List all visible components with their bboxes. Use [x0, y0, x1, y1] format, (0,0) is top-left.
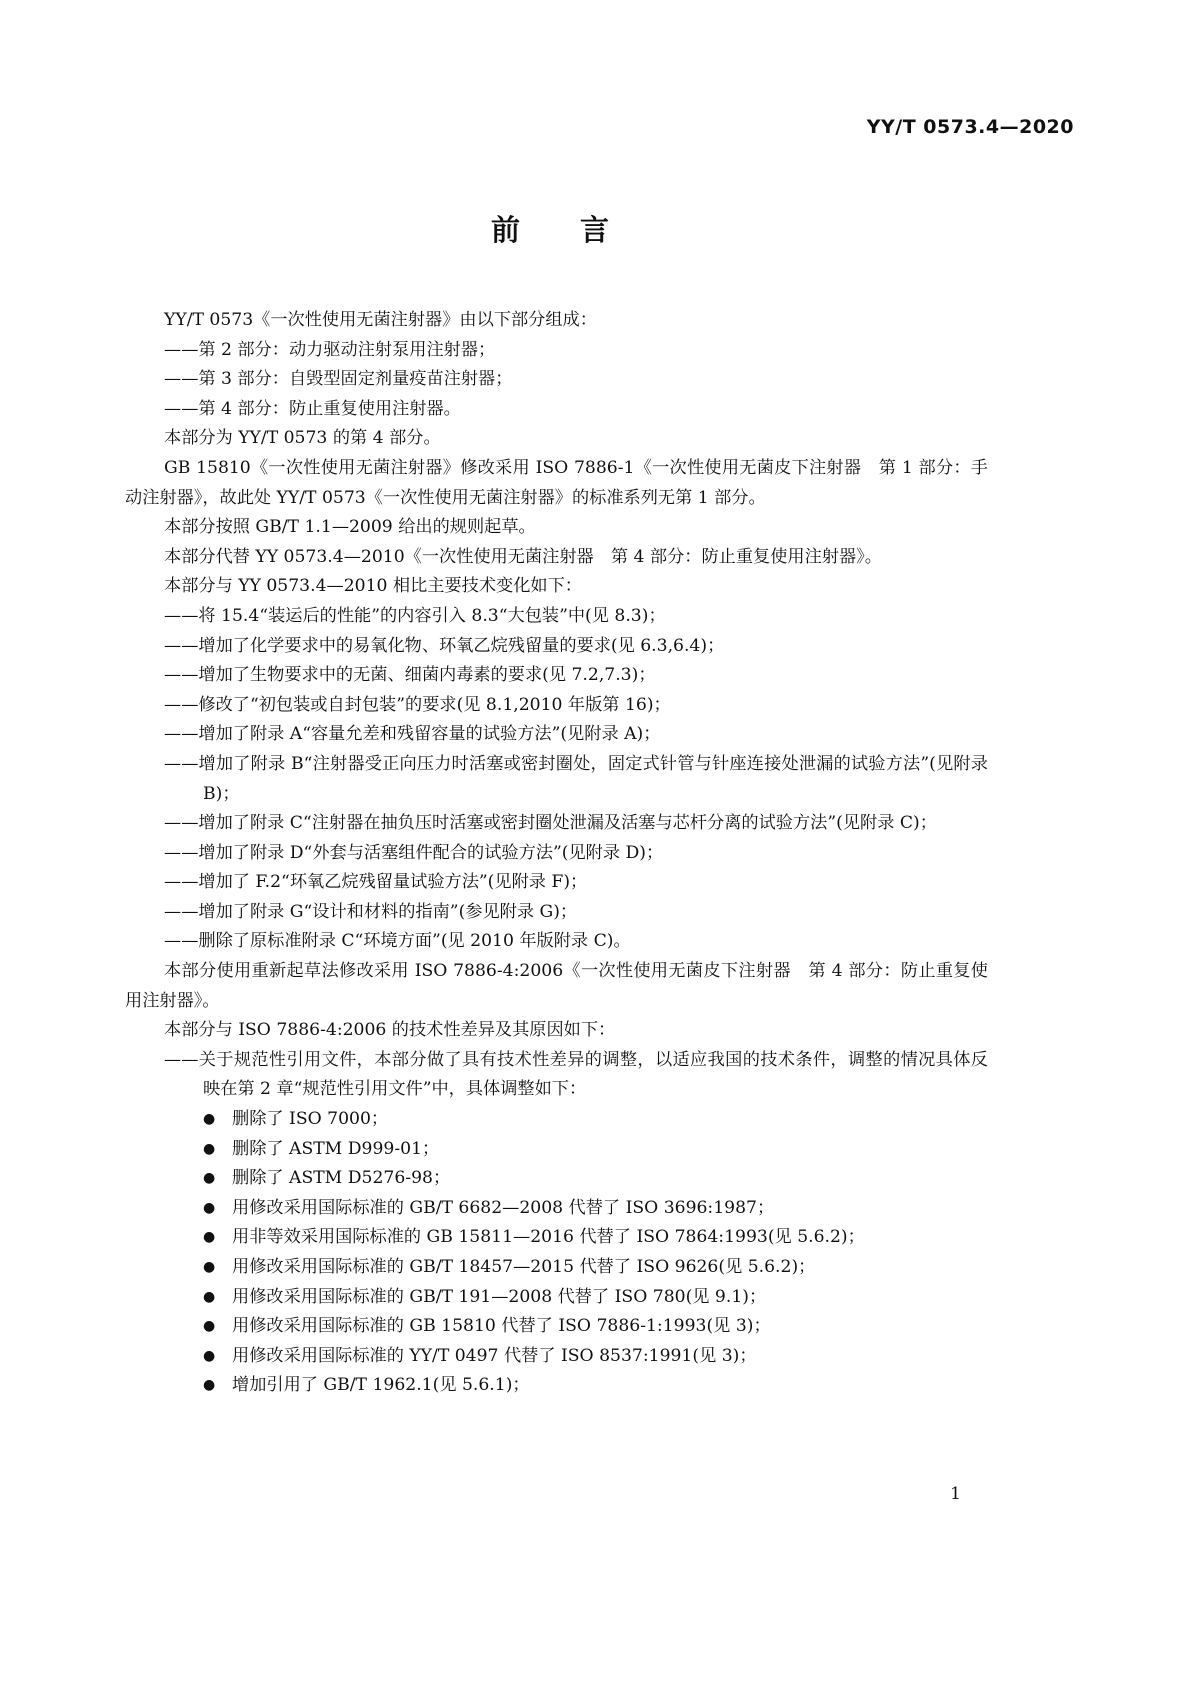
dash-item: ——增加了生物要求中的无菌、细菌内毒素的要求(见 7.2,7.3)；: [164, 665, 656, 686]
bullet-icon: ●: [203, 1377, 216, 1394]
dash-item: ——增加了附录 C“注射器在抽负压时活塞或密封圈处泄漏及活塞与芯杆分离的试验方法”(见附录 C)；: [164, 813, 937, 834]
bullet-text: 用修改采用国际标准的 YY/T 0497 代替了 ISO 8537:1991(见 3)；: [232, 1345, 757, 1366]
bullet-text: 删除了 ASTM D999-01；: [232, 1138, 440, 1159]
dash-item: ——增加了附录 D“外套与活塞组件配合的试验方法”(见附录 D)；: [164, 842, 664, 863]
bullet-item: [125, 1253, 988, 1283]
dash-item: ——修改了“初包装或自封包装”的要求(见 8.1,2010 年版第 16)；: [164, 694, 671, 715]
bullet-item: [125, 1105, 988, 1135]
paragraph: 本部分按照 GB/T 1.1—2009 给出的规则起草。: [164, 517, 536, 538]
bullet-item: [125, 1283, 988, 1313]
bullet-item: [125, 1342, 988, 1372]
bullet-icon: ●: [203, 1140, 216, 1157]
bullet-icon: ●: [203, 1347, 216, 1364]
dash-item: ——第 3 部分：自毁型固定剂量疫苗注射器；: [164, 369, 513, 390]
paragraph: 本部分使用重新起草法修改采用 ISO 7886-4:2006《一次性使用无菌皮下注射器 第 4 部分：防止重复使用注射器》。: [125, 961, 988, 1011]
paragraph: 本部分代替 YY 0573.4—2010《一次性使用无菌注射器 第 4 部分：防止重复使用注射器》。: [164, 546, 882, 567]
dash-item: ——增加了化学要求中的易氧化物、环氧乙烷残留量的要求(见 6.3,6.4)；: [164, 635, 725, 656]
bullet-text: 删除了 ISO 7000；: [232, 1109, 389, 1130]
dash-item: ——增加了 F.2“环氧乙烷残留量试验方法”(见附录 F)；: [164, 872, 588, 893]
bullet-icon: ●: [203, 1170, 216, 1187]
bullet-text: 删除了 ASTM D5276-98；: [232, 1168, 451, 1189]
bullet-icon: ●: [203, 1259, 216, 1275]
bullet-icon: ●: [203, 1288, 216, 1305]
bullet-item: [125, 1194, 988, 1224]
bullet-icon: ●: [203, 1318, 216, 1335]
dash-item: ——增加了附录 A“容量允差和残留容量的试验方法”(见附录 A)；: [164, 724, 661, 745]
page-title: 前言: [490, 213, 669, 247]
paragraph: 本部分为 YY/T 0573 的第 4 部分。: [164, 428, 441, 449]
bullet-item: [125, 1371, 988, 1401]
dash-item: ——增加了附录 G“设计和材料的指南”(参见附录 G)；: [164, 901, 578, 922]
dash-item: ——增加了附录 B“注射器受正向压力时活塞或密封圈处，固定式针管与针座连接处泄漏的试验方法”(见附录 B)；: [164, 753, 988, 804]
dash-item: ——删除了原标准附录 C“环境方面”(见 2010 年版附录 C)。: [164, 931, 631, 952]
bullet-text: 用修改采用国际标准的 GB/T 191—2008 代替了 ISO 780(见 9.1)；: [232, 1286, 767, 1307]
dash-item: ——关于规范性引用文件，本部分做了具有技术性差异的调整，以适应我国的技术条件，调整的情况具体反映在第 2 章“规范性引用文件”中，具体调整如下：: [164, 1049, 988, 1100]
bullet-text: 用修改采用国际标准的 GB 15810 代替了 ISO 7886-1:1993(见 3)；: [232, 1316, 771, 1337]
bullet-text: 用修改采用国际标准的 GB/T 6682—2008 代替了 ISO 3696:1987；: [232, 1197, 775, 1218]
dash-item: ——第 2 部分：动力驱动注射泵用注射器；: [164, 339, 496, 360]
page-number: 1: [950, 1484, 961, 1504]
dash-item: ——将 15.4“装运后的性能”的内容引入 8.3“大包装”中(见 8.3)；: [164, 605, 666, 626]
bullet-item: [125, 1135, 988, 1165]
document-body: [125, 306, 988, 1401]
bullet-item: [125, 1164, 988, 1194]
dash-item: ——第 4 部分：防止重复使用注射器。: [164, 398, 461, 419]
bullet-text: 增加引用了 GB/T 1962.1(见 5.6.1)；: [232, 1375, 530, 1396]
bullet-item: [125, 1223, 988, 1253]
bullet-text: 用修改采用国际标准的 GB/T 18457—2015 代替了 ISO 9626(见 5.6.2)；: [232, 1257, 816, 1277]
paragraph: GB 15810《一次性使用无菌注射器》修改采用 ISO 7886-1《一次性使用无菌皮下注射器 第 1 部分：手动注射器》，故此处 YY/T 0573《一次性使用无菌注射器》的标准系列无第 1 部分。: [125, 457, 988, 508]
bullet-text: 用非等效采用国际标准的 GB 15811—2016 代替了 ISO 7864:1993(见 5.6.2)；: [232, 1227, 865, 1248]
bullet-icon: ●: [203, 1111, 216, 1128]
paragraph: 本部分与 YY 0573.4—2010 相比主要技术变化如下：: [164, 576, 582, 597]
bullet-icon: ●: [203, 1229, 216, 1246]
paragraph: 本部分与 ISO 7886-4:2006 的技术性差异及其原因如下：: [164, 1020, 616, 1041]
standard-code: YY/T 0573.4—2020: [866, 116, 1074, 138]
bullet-icon: ●: [203, 1199, 216, 1216]
bullet-item: [125, 1312, 988, 1342]
paragraph: YY/T 0573《一次性使用无菌注射器》由以下部分组成：: [164, 310, 597, 330]
